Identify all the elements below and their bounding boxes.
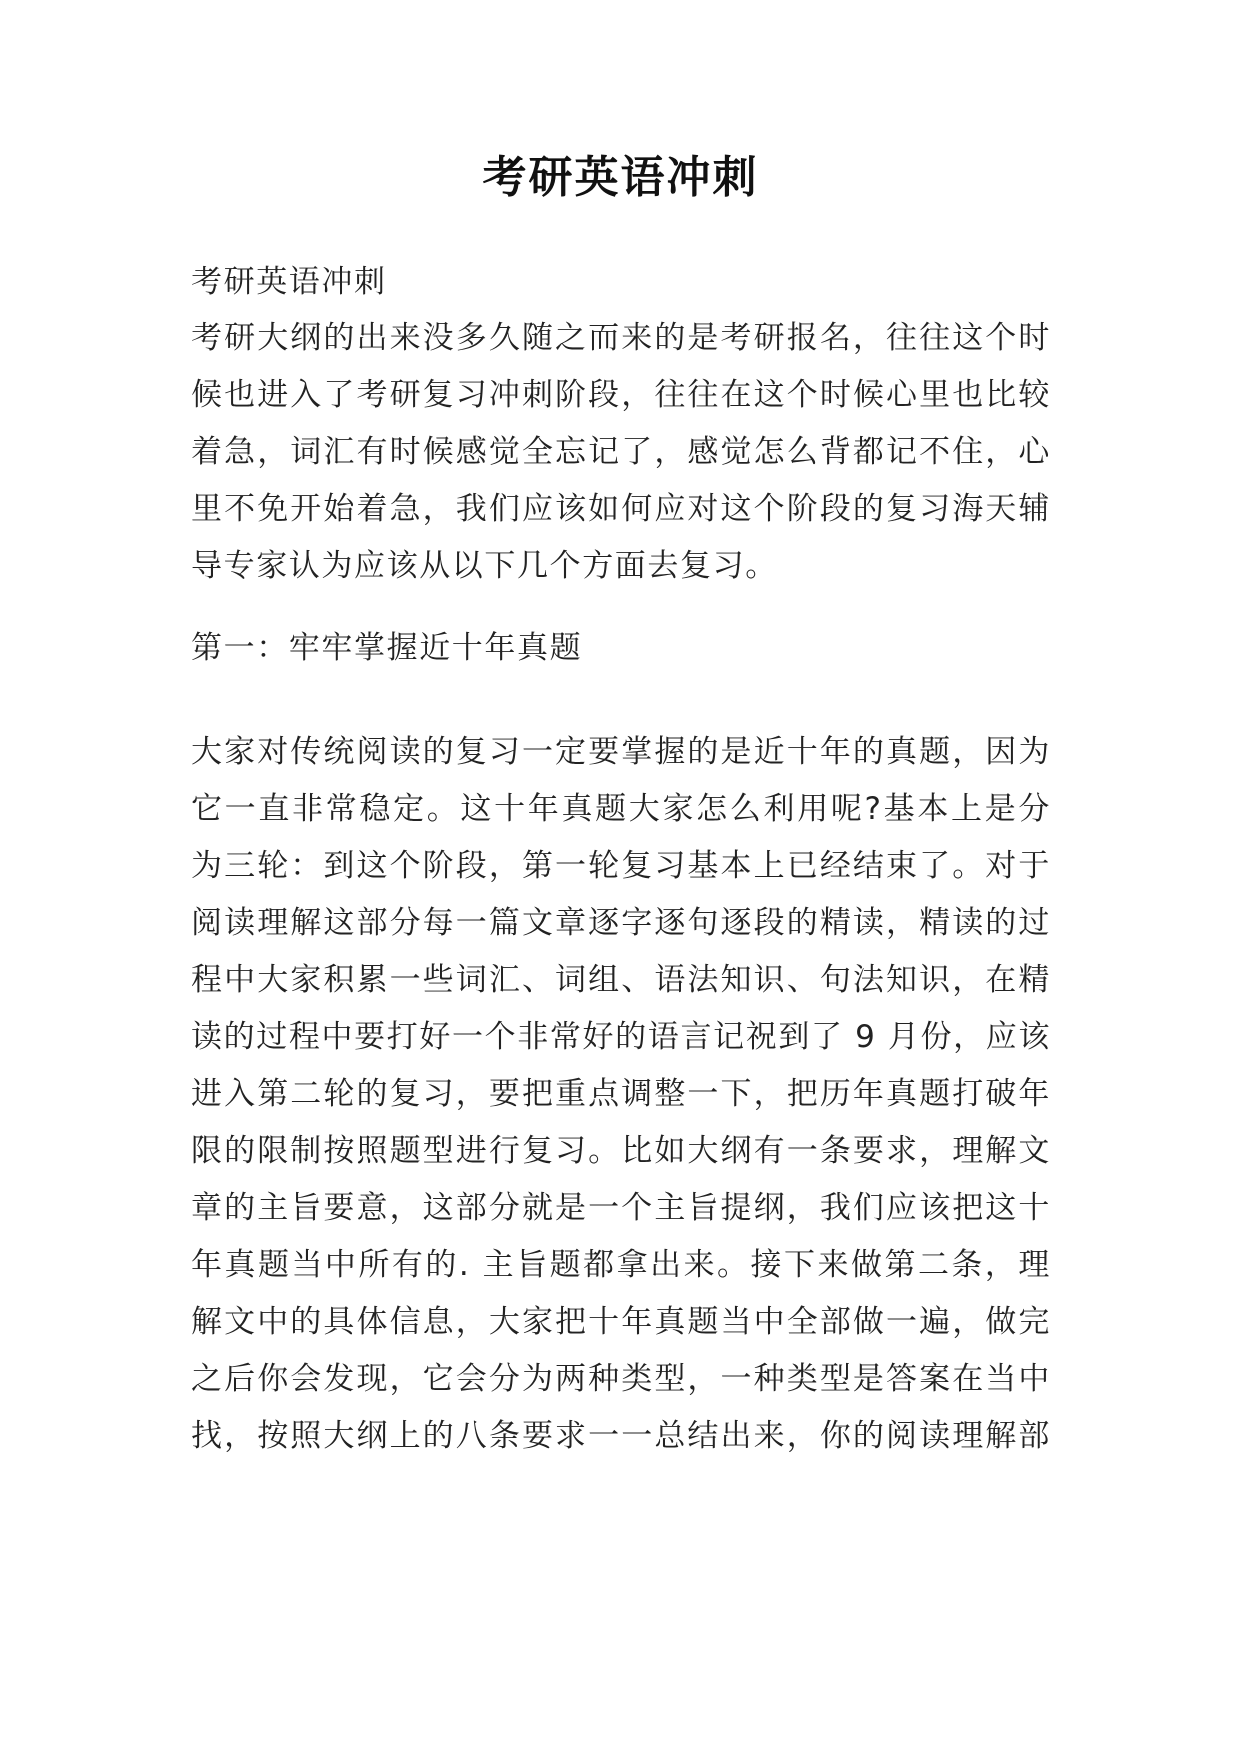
intro-line: 里不免开始着急，我们应该如何应对这个阶段的复习海天辅: [191, 491, 1051, 527]
body-line: 之后你会发现，它会分为两种类型，一种类型是答案在当中: [191, 1361, 1051, 1397]
body-line: 解文中的具体信息，大家把十年真题当中全部做一遍，做完: [191, 1304, 1051, 1340]
intro-line: 导专家认为应该从以下几个方面去复习。: [191, 548, 778, 584]
section-heading: 第一：牢牢掌握近十年真题: [191, 630, 583, 666]
body-line: 阅读理解这部分每一篇文章逐字逐句逐段的精读，精读的过: [191, 905, 1051, 941]
body-line: 读的过程中要打好一个非常好的语言记祝到了 9 月份，应该: [191, 1019, 1051, 1055]
body-line: 找，按照大纲上的八条要求一一总结出来，你的阅读理解部: [191, 1418, 1051, 1454]
body-line: 限的限制按照题型进行复习。比如大纲有一条要求，理解文: [191, 1133, 1051, 1169]
body-line: 章的主旨要意，这部分就是一个主旨提纲，我们应该把这十: [191, 1190, 1051, 1226]
subtitle-line: 考研英语冲刺: [191, 264, 387, 300]
body-line: 年真题当中所有的. 主旨题都拿出来。接下来做第二条，理: [191, 1247, 1051, 1283]
intro-line: 候也进入了考研复习冲刺阶段，往往在这个时候心里也比较: [191, 377, 1051, 413]
body-line: 为三轮：到这个阶段，第一轮复习基本上已经结束了。对于: [191, 848, 1051, 884]
intro-line: 着急，词汇有时候感觉全忘记了，感觉怎么背都记不住，心: [191, 434, 1051, 470]
body-line: 它一直非常稳定。这十年真题大家怎么利用呢?基本上是分: [191, 791, 1051, 827]
body-line: 程中大家积累一些词汇、词组、语法知识、句法知识，在精: [191, 962, 1051, 998]
body-line: 进入第二轮的复习，要把重点调整一下，把历年真题打破年: [191, 1076, 1051, 1112]
document-title: 考研英语冲刺: [482, 152, 759, 203]
intro-line: 考研大纲的出来没多久随之而来的是考研报名，往往这个时: [191, 320, 1051, 356]
body-line: 大家对传统阅读的复习一定要掌握的是近十年的真题，因为: [191, 734, 1051, 770]
